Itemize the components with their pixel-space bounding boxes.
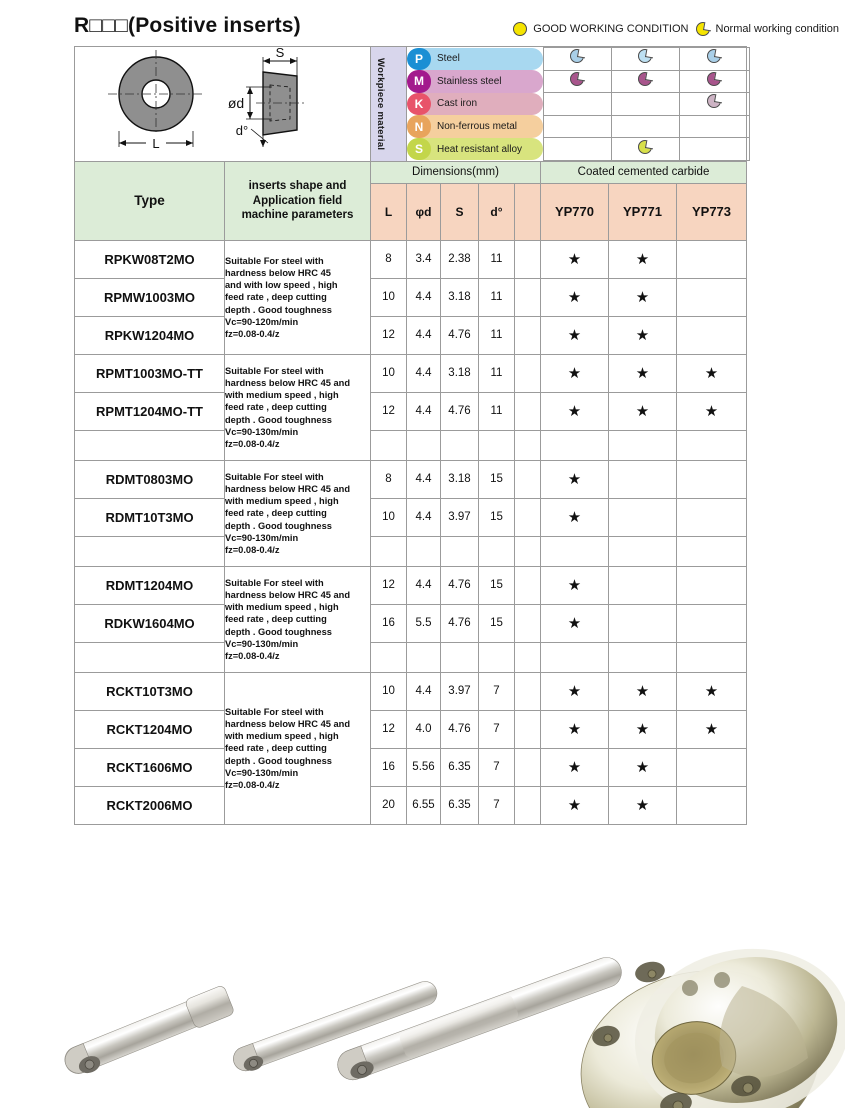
- cell-deg: 15: [479, 498, 515, 536]
- workpiece-material-axis-label: Workpiece material: [375, 57, 386, 151]
- cell-empty: [677, 536, 747, 566]
- cell-empty: [441, 430, 479, 460]
- col-header-yp773: YP773: [677, 183, 747, 240]
- cell-L: 12: [371, 566, 407, 604]
- workpiece-material-label-cell: [407, 70, 543, 93]
- workpiece-mark-k-yp773: [679, 93, 749, 116]
- workpiece-row-k: [407, 93, 749, 116]
- col-header-type: Type: [75, 161, 225, 240]
- legend-item-good: [513, 22, 688, 36]
- cell-type: RCKT1606MO: [75, 748, 225, 786]
- cell-deg: 7: [479, 748, 515, 786]
- spec-table: [74, 46, 747, 825]
- cell-spare: [515, 460, 541, 498]
- workpiece-mark-s-yp773: [679, 138, 749, 161]
- cell-od: 4.4: [407, 278, 441, 316]
- cell-grade-yp773: ★: [677, 672, 747, 710]
- table-spacer-row: [75, 430, 747, 460]
- cell-grade-yp770: ★: [541, 278, 609, 316]
- cell-empty: [371, 642, 407, 672]
- cell-od: 4.4: [407, 566, 441, 604]
- svg-text:d°: d°: [235, 123, 248, 139]
- col-header-shape: [225, 161, 371, 240]
- cell-L: 10: [371, 354, 407, 392]
- cell-application-description: Suitable For steel with hardness below HRC 45 and with medium speed , high feed rate , deep cutting depth . Good toughness Vc=90-130m/min fz=0.08-0.4/z: [225, 566, 371, 672]
- workpiece-material-matrix-cell: [407, 47, 747, 162]
- table-row: [75, 748, 747, 786]
- cell-S: 3.18: [441, 278, 479, 316]
- top-band-row: [75, 47, 747, 162]
- table-spacer-row: [75, 642, 747, 672]
- workpiece-mark-p-yp773: [679, 48, 749, 71]
- cell-type: RDMT10T3MO: [75, 498, 225, 536]
- cell-od: 4.0: [407, 710, 441, 748]
- table-head-row-1: [75, 161, 747, 183]
- cell-deg: 7: [479, 672, 515, 710]
- cell-L: 10: [371, 278, 407, 316]
- cell-grade-yp770: ★: [541, 240, 609, 278]
- workpiece-material-axis: [371, 47, 407, 162]
- cell-grade-yp770: ★: [541, 710, 609, 748]
- cell-deg: 11: [479, 240, 515, 278]
- workpiece-mark-m-yp771: [611, 70, 679, 93]
- cell-grade-yp771: [609, 566, 677, 604]
- cell-spare: [515, 748, 541, 786]
- cell-grade-yp771: [609, 498, 677, 536]
- svg-text:ød: ød: [227, 95, 244, 112]
- table-row: [75, 710, 747, 748]
- cell-grade-yp770: ★: [541, 354, 609, 392]
- cell-deg: 15: [479, 460, 515, 498]
- cell-grade-yp770: ★: [541, 604, 609, 642]
- workpiece-mark-n-yp770: [543, 115, 611, 138]
- cell-deg: 15: [479, 604, 515, 642]
- table-row: [75, 498, 747, 536]
- svg-text:L: L: [151, 136, 160, 152]
- cell-grade-yp771: [609, 460, 677, 498]
- cell-grade-yp773: [677, 316, 747, 354]
- cell-grade-yp771: [609, 604, 677, 642]
- table-row: [75, 604, 747, 642]
- workpiece-mark-s-yp771: [611, 138, 679, 161]
- cell-grade-yp770: ★: [541, 392, 609, 430]
- cell-type: RDMT1204MO: [75, 566, 225, 604]
- col-header-L: L: [371, 183, 407, 240]
- cell-empty: [407, 536, 441, 566]
- material-pill: [407, 48, 543, 71]
- cell-type: RDKW1604MO: [75, 604, 225, 642]
- cell-L: 16: [371, 604, 407, 642]
- cell-grade-yp770: ★: [541, 460, 609, 498]
- cell-L: 12: [371, 316, 407, 354]
- cell-grade-yp771: ★: [609, 354, 677, 392]
- legend-item-normal: [696, 22, 840, 36]
- workpiece-material-label-cell: [407, 115, 543, 138]
- col-header-yp770: YP770: [541, 183, 609, 240]
- cell-S: 3.18: [441, 460, 479, 498]
- cell-deg: 7: [479, 710, 515, 748]
- cell-S: 4.76: [441, 566, 479, 604]
- cell-empty: [515, 642, 541, 672]
- table-row: [75, 354, 747, 392]
- cell-empty: [677, 430, 747, 460]
- cell-empty: [609, 536, 677, 566]
- cell-grade-yp773: [677, 566, 747, 604]
- working-condition-pac-icon: [638, 49, 652, 63]
- cell-empty: [441, 642, 479, 672]
- cell-od: 3.4: [407, 240, 441, 278]
- cell-spare: [515, 316, 541, 354]
- workpiece-material-label-cell: [407, 138, 543, 161]
- cell-L: 10: [371, 498, 407, 536]
- cell-od: 6.55: [407, 786, 441, 824]
- cell-od: 4.4: [407, 672, 441, 710]
- cell-type: RDMT0803MO: [75, 460, 225, 498]
- col-header-S: S: [441, 183, 479, 240]
- cell-empty: [515, 430, 541, 460]
- material-pill: [407, 70, 543, 93]
- cell-empty: [541, 536, 609, 566]
- cell-grade-yp770: ★: [541, 786, 609, 824]
- cell-S: 6.35: [441, 748, 479, 786]
- cell-grade-yp771: ★: [609, 748, 677, 786]
- cell-L: 8: [371, 460, 407, 498]
- cell-empty: [541, 642, 609, 672]
- cell-spare: [515, 498, 541, 536]
- material-name-label: Non-ferrous metal: [437, 121, 518, 133]
- cell-deg: 11: [479, 354, 515, 392]
- cell-spare: [515, 240, 541, 278]
- table-row: [75, 786, 747, 824]
- cell-type: RPKW1204MO: [75, 316, 225, 354]
- svg-text:S: S: [275, 47, 284, 61]
- cell-type: RPMT1003MO-TT: [75, 354, 225, 392]
- table-spacer-row: [75, 536, 747, 566]
- cell-grade-yp773: [677, 604, 747, 642]
- cell-empty: [609, 430, 677, 460]
- working-condition-pac-icon: [570, 72, 584, 86]
- cell-type: [75, 642, 225, 672]
- cell-S: 3.97: [441, 498, 479, 536]
- cell-od: 4.4: [407, 392, 441, 430]
- workpiece-row-m: [407, 70, 749, 93]
- cell-type: RPMT1204MO-TT: [75, 392, 225, 430]
- table-row: [75, 278, 747, 316]
- cell-empty: [407, 642, 441, 672]
- cell-type: RCKT1204MO: [75, 710, 225, 748]
- working-condition-pac-icon: [638, 72, 652, 86]
- cell-grade-yp771: ★: [609, 240, 677, 278]
- cell-spare: [515, 604, 541, 642]
- cell-od: 5.5: [407, 604, 441, 642]
- table-row: [75, 672, 747, 710]
- col-header-shape-label: inserts shape and Application field machine parameters: [241, 180, 354, 222]
- cell-empty: [441, 536, 479, 566]
- cell-L: 20: [371, 786, 407, 824]
- cell-grade-yp773: [677, 498, 747, 536]
- cell-od: 4.4: [407, 354, 441, 392]
- product-photos-svg: [0, 868, 845, 1108]
- good-condition-circle-icon: [513, 22, 527, 36]
- cell-grade-yp773: [677, 240, 747, 278]
- cell-grade-yp771: ★: [609, 316, 677, 354]
- cell-application-description: Suitable For steel with hardness below HRC 45 and with medium speed , high feed rate , deep cutting depth . Good toughness Vc=90-130m/min fz=0.08-0.4/z: [225, 460, 371, 566]
- cell-type: RCKT2006MO: [75, 786, 225, 824]
- cell-type: RCKT10T3MO: [75, 672, 225, 710]
- end-mill-holder-medium: [230, 978, 441, 1076]
- cell-spare: [515, 710, 541, 748]
- insert-drawing-cell: [75, 47, 371, 162]
- material-pill: [407, 93, 543, 116]
- col-header-od: φd: [407, 183, 441, 240]
- cell-grade-yp773: ★: [677, 710, 747, 748]
- cell-empty: [371, 536, 407, 566]
- material-name-label: Steel: [437, 53, 460, 65]
- cell-grade-yp773: ★: [677, 354, 747, 392]
- working-condition-pac-icon: [570, 49, 584, 63]
- col-header-carbide: Coated cemented carbide: [541, 161, 747, 183]
- workpiece-material-label-cell: [407, 48, 543, 71]
- workpiece-material-label-cell: [407, 93, 543, 116]
- material-pill: [407, 115, 543, 138]
- workpiece-row-s: [407, 138, 749, 161]
- cell-od: 4.4: [407, 498, 441, 536]
- working-condition-pac-icon: [707, 72, 721, 86]
- workpiece-row-p: [407, 48, 749, 71]
- cell-empty: [479, 536, 515, 566]
- material-pill: [407, 138, 543, 161]
- col-header-deg: d°: [479, 183, 515, 240]
- cell-empty: [479, 430, 515, 460]
- workpiece-mark-k-yp770: [543, 93, 611, 116]
- material-name-label: Stainless steel: [437, 75, 502, 87]
- cell-L: 12: [371, 710, 407, 748]
- cell-spare: [515, 566, 541, 604]
- cell-od: 5.56: [407, 748, 441, 786]
- material-name-label: Heat resistant alloy: [437, 143, 523, 155]
- cell-od: 4.4: [407, 316, 441, 354]
- material-code-badge: K: [407, 93, 431, 116]
- cell-grade-yp773: [677, 460, 747, 498]
- cell-grade-yp770: ★: [541, 498, 609, 536]
- cell-deg: 15: [479, 566, 515, 604]
- cell-S: 4.76: [441, 392, 479, 430]
- table-row: [75, 392, 747, 430]
- workpiece-mark-n-yp773: [679, 115, 749, 138]
- col-header-yp771: YP771: [609, 183, 677, 240]
- cell-S: 6.35: [441, 786, 479, 824]
- cell-grade-yp771: ★: [609, 278, 677, 316]
- cell-S: 3.97: [441, 672, 479, 710]
- spec-sheet: [74, 46, 746, 825]
- product-photo-strip: [0, 868, 845, 1108]
- workpiece-mark-m-yp773: [679, 70, 749, 93]
- cell-L: 16: [371, 748, 407, 786]
- workpiece-material-matrix: [407, 47, 750, 161]
- cell-grade-yp773: ★: [677, 392, 747, 430]
- cell-spare: [515, 786, 541, 824]
- legend-label-normal: Normal working condition: [715, 23, 839, 35]
- normal-condition-pac-icon: [696, 22, 710, 36]
- cell-application-description: Suitable For steel with hardness below HRC 45 and with low speed , high feed rate , deep cutting depth . Good toughness Vc=90-120m/min fz=0.08-0.4/z: [225, 240, 371, 354]
- cell-spare: [515, 392, 541, 430]
- material-code-badge: N: [407, 115, 431, 138]
- cell-S: 4.76: [441, 604, 479, 642]
- material-code-badge: M: [407, 70, 431, 93]
- cell-L: 12: [371, 392, 407, 430]
- cell-grade-yp770: ★: [541, 672, 609, 710]
- cell-deg: 11: [479, 278, 515, 316]
- cell-grade-yp771: ★: [609, 392, 677, 430]
- cell-grade-yp773: [677, 748, 747, 786]
- cell-S: 2.38: [441, 240, 479, 278]
- table-row: [75, 460, 747, 498]
- workpiece-mark-m-yp770: [543, 70, 611, 93]
- cell-empty: [677, 642, 747, 672]
- legend-label-good: GOOD WORKING CONDITION: [533, 23, 689, 35]
- workpiece-mark-k-yp771: [611, 93, 679, 116]
- cell-type: RPMW1003MO: [75, 278, 225, 316]
- working-condition-pac-icon: [707, 49, 721, 63]
- cell-application-description: Suitable For steel with hardness below HRC 45 and with medium speed , high feed rate , deep cutting depth . Good toughness Vc=90-130m/min fz=0.08-0.4/z: [225, 354, 371, 460]
- cell-grade-yp773: [677, 786, 747, 824]
- cell-L: 8: [371, 240, 407, 278]
- top-legend: [513, 22, 839, 36]
- cell-empty: [515, 536, 541, 566]
- cell-S: 3.18: [441, 354, 479, 392]
- insert-drawing-svg: [78, 47, 368, 155]
- col-header-dimensions: Dimensions(mm): [371, 161, 541, 183]
- page-header: [0, 0, 845, 46]
- cell-grade-yp770: ★: [541, 748, 609, 786]
- cell-grade-yp770: ★: [541, 316, 609, 354]
- cell-S: 4.76: [441, 316, 479, 354]
- col-header-spare: [515, 183, 541, 240]
- cell-L: 10: [371, 672, 407, 710]
- workpiece-mark-n-yp771: [611, 115, 679, 138]
- table-row: [75, 566, 747, 604]
- table-row: [75, 316, 747, 354]
- material-name-label: Cast iron: [437, 98, 478, 110]
- face-mill-cutter-head: [563, 929, 845, 1108]
- material-code-badge: P: [407, 48, 431, 71]
- end-mill-holder-small: [60, 985, 235, 1081]
- cell-empty: [479, 642, 515, 672]
- cell-deg: 7: [479, 786, 515, 824]
- workpiece-mark-p-yp770: [543, 48, 611, 71]
- cell-od: 4.4: [407, 460, 441, 498]
- cell-type: [75, 430, 225, 460]
- material-code-badge: S: [407, 138, 431, 161]
- cell-type: RPKW08T2MO: [75, 240, 225, 278]
- cell-empty: [541, 430, 609, 460]
- working-condition-pac-icon: [638, 140, 652, 154]
- cell-grade-yp771: ★: [609, 710, 677, 748]
- workpiece-mark-p-yp771: [611, 48, 679, 71]
- workpiece-mark-s-yp770: [543, 138, 611, 161]
- cell-spare: [515, 278, 541, 316]
- workpiece-row-n: [407, 115, 749, 138]
- cell-application-description: Suitable For steel with hardness below HRC 45 and with medium speed , high feed rate , deep cutting depth . Good toughness Vc=90-130m/min fz=0.08-0.4/z: [225, 672, 371, 824]
- cell-empty: [407, 430, 441, 460]
- cell-empty: [371, 430, 407, 460]
- table-row: [75, 240, 747, 278]
- cell-grade-yp773: [677, 278, 747, 316]
- cell-spare: [515, 354, 541, 392]
- cell-grade-yp770: ★: [541, 566, 609, 604]
- cell-deg: 11: [479, 392, 515, 430]
- working-condition-pac-icon: [707, 94, 721, 108]
- cell-grade-yp771: ★: [609, 786, 677, 824]
- cell-empty: [609, 642, 677, 672]
- cell-spare: [515, 672, 541, 710]
- page-title: R□□□(Positive inserts): [74, 14, 301, 37]
- cell-grade-yp771: ★: [609, 672, 677, 710]
- cell-S: 4.76: [441, 710, 479, 748]
- cell-type: [75, 536, 225, 566]
- cell-deg: 11: [479, 316, 515, 354]
